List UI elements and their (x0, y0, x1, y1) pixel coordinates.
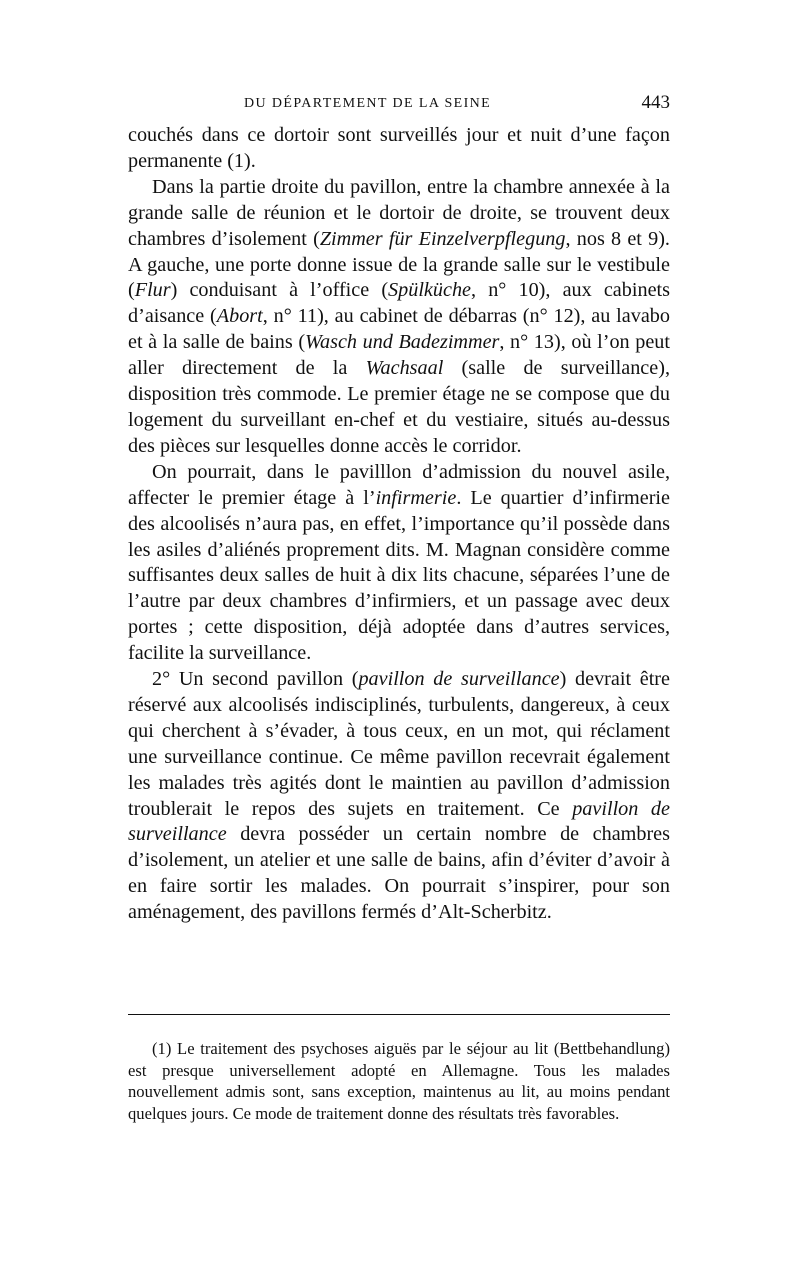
page-number: 443 (641, 92, 670, 113)
italic-term: Abort (216, 305, 263, 328)
paragraph-4 (128, 667, 670, 926)
text-run: On pourrait, dans le pavilllon d’admission du nouvel asile, affecter le premier étage à l’ (128, 460, 670, 509)
text-run: 2° Un second pavillon ( (152, 668, 359, 691)
text-run: (salle de surveillance), disposition très commode. Le premier étage ne se compose que du logement du surveillant en-chef et du vestiaire, situés au-dessus des pièces sur lesquelles donne accès le corridor. (128, 357, 670, 457)
paragraph-1-text: couchés dans ce dortoir sont surveillés jour et nuit d’une façon permanente (1). (128, 124, 670, 172)
paragraph-3 (128, 460, 670, 667)
text-run: ) conduisant à l’office ( (170, 279, 389, 302)
running-head: DU DÉPARTEMENT DE LA SEINE (244, 96, 492, 111)
footnote (128, 1038, 670, 1124)
text-run: , n° 10), aux cabinets d’aisance ( (128, 279, 670, 328)
text-run: , n° 13), où l’on peut aller directement de la (128, 331, 671, 380)
footnote-divider (128, 1014, 670, 1015)
text-run: ) devrait être réservé aux alcoolisés indisciplinés, turbulents, dangereux, à ceux qui cherchent à s’évader, à tous ceux, en un mot, qui réclament une surveillance continue. Ce même pavillon recevrait également les malades très agités dont le maintien au pavillon d’admission troublerait le repos des sujets en traitement. Ce (128, 668, 670, 820)
italic-term: infirmerie (375, 486, 457, 509)
footnote-text: (1) Le traitement des psychoses aiguës par le séjour au lit (Bettbehandlung) est presque universellement adopté en Allemagne. Tous les malades nouvellement admis sont, sans exception, maintenus au lit, au moins pendant quelques jours. Ce mode de traitement donne des résultats très favorables. (128, 1039, 670, 1123)
paragraph-2 (128, 175, 670, 460)
page-header (128, 92, 670, 118)
text-run: , n° 11), au cabinet de débarras (n° 12), au lavabo et à la salle de bains ( (128, 305, 670, 354)
paragraph-1 (128, 123, 670, 175)
italic-term: Zimmer für Einzelverpflegung (319, 227, 566, 250)
italic-term: Flur (134, 279, 171, 302)
text-run: devra posséder un certain nombre de chambres d’isolement, un atelier et une salle de bains, afin d’éviter d’avoir à en faire sortir les malades. On pourrait s’inspirer, pour son aménagement, des pavillons fermés d’Alt-Scherbitz. (128, 823, 670, 924)
body-text (128, 123, 670, 926)
italic-term: Spülküche (388, 279, 472, 302)
italic-term: pavillon de surveillance (128, 797, 670, 846)
italic-term: Wasch und Badezimmer (305, 331, 500, 354)
text-run: Dans la partie droite du pavillon, entre la chambre annexée à la grande salle de réunion et le dortoir de droite, se trouvent deux chambres d’isolement ( (128, 175, 670, 250)
text-run: . Le quartier d’infirmerie des alcoolisés n’aura pas, en effet, l’importance qu’il possède dans les asiles d’aliénés proprement dits. M. Magnan considère comme suffisantes deux salles de huit à dix lits chacune, séparées l’une de l’autre par deux chambres d’infirmiers, et un passage avec deux portes ; cette disposition, déjà adoptée dans d’autres services, facilite la surveillance. (128, 486, 671, 665)
italic-term: Wachsaal (365, 357, 444, 380)
text-run: , nos 8 et 9). A gauche, une porte donne issue de la grande salle sur le vestibule ( (128, 227, 670, 302)
italic-term: pavillon de surveillance (358, 668, 560, 691)
